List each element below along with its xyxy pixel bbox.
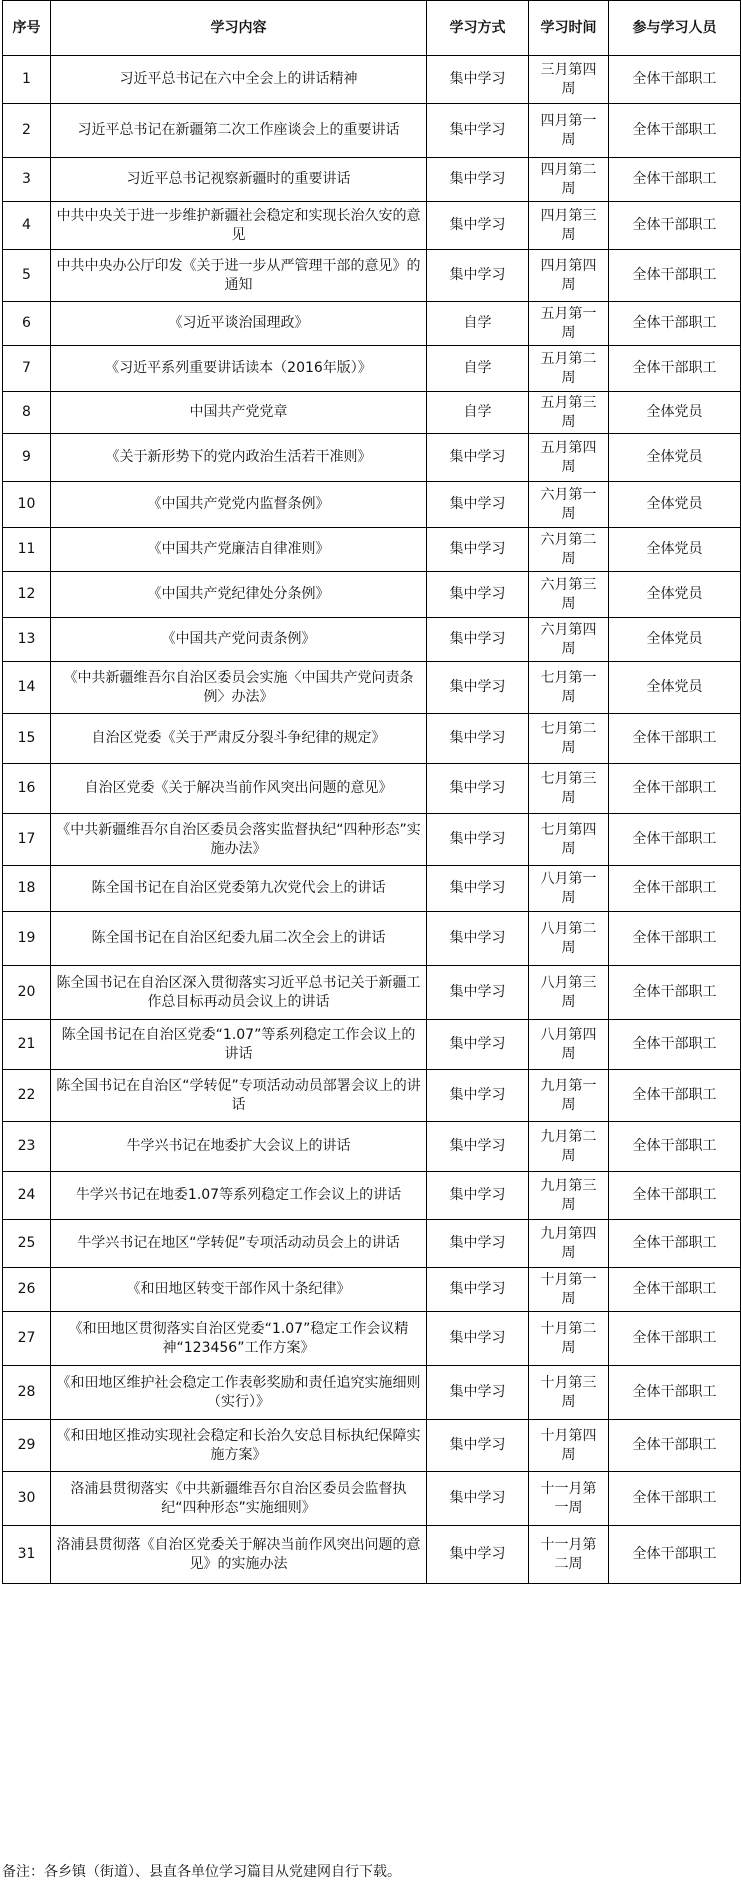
cell-mode: 自学 <box>427 346 529 392</box>
cell-people: 全体党员 <box>609 482 741 528</box>
cell-no: 15 <box>3 714 51 764</box>
cell-mode: 集中学习 <box>427 572 529 618</box>
table-row <box>3 1472 741 1526</box>
table-row <box>3 346 741 392</box>
header-content: 学习内容 <box>51 1 427 56</box>
cell-mode: 集中学习 <box>427 662 529 714</box>
cell-no: 13 <box>3 618 51 662</box>
cell-content: 习近平总书记在六中全会上的讲话精神 <box>51 56 427 104</box>
cell-mode: 集中学习 <box>427 1472 529 1526</box>
cell-content: 《关于新形势下的党内政治生活若干准则》 <box>51 434 427 482</box>
cell-content: 陈全国书记在自治区深入贯彻落实习近平总书记关于新疆工作总目标再动员会议上的讲话 <box>51 966 427 1020</box>
cell-no: 17 <box>3 814 51 866</box>
table-row <box>3 1070 741 1122</box>
cell-mode: 集中学习 <box>427 714 529 764</box>
table-row <box>3 966 741 1020</box>
cell-no: 21 <box>3 1020 51 1070</box>
cell-mode: 集中学习 <box>427 618 529 662</box>
cell-time: 八月第三周 <box>529 966 609 1020</box>
cell-no: 20 <box>3 966 51 1020</box>
table-row <box>3 618 741 662</box>
table-row <box>3 1366 741 1420</box>
cell-time: 九月第三周 <box>529 1172 609 1220</box>
cell-mode: 集中学习 <box>427 104 529 158</box>
table-row <box>3 434 741 482</box>
cell-time: 六月第二周 <box>529 528 609 572</box>
cell-time: 十一月第一周 <box>529 1472 609 1526</box>
table-row <box>3 528 741 572</box>
table-row <box>3 714 741 764</box>
cell-people: 全体干部职工 <box>609 1220 741 1268</box>
cell-mode: 集中学习 <box>427 1070 529 1122</box>
cell-mode: 集中学习 <box>427 1526 529 1584</box>
cell-people: 全体干部职工 <box>609 866 741 912</box>
cell-people: 全体干部职工 <box>609 912 741 966</box>
header-people: 参与学习人员 <box>609 1 741 56</box>
cell-people: 全体党员 <box>609 434 741 482</box>
cell-people: 全体党员 <box>609 662 741 714</box>
table-row <box>3 1526 741 1584</box>
cell-people: 全体干部职工 <box>609 1020 741 1070</box>
header-row <box>3 1 741 56</box>
table-row <box>3 104 741 158</box>
header-no: 序号 <box>3 1 51 56</box>
cell-content: 中共中央办公厅印发《关于进一步从严管理干部的意见》的通知 <box>51 250 427 302</box>
table-row <box>3 912 741 966</box>
cell-mode: 集中学习 <box>427 1122 529 1172</box>
cell-mode: 集中学习 <box>427 966 529 1020</box>
study-plan-table <box>2 0 741 1584</box>
table-row <box>3 572 741 618</box>
cell-no: 11 <box>3 528 51 572</box>
cell-people: 全体干部职工 <box>609 302 741 346</box>
cell-no: 3 <box>3 158 51 202</box>
cell-time: 七月第二周 <box>529 714 609 764</box>
cell-content: 牛学兴书记在地委扩大会议上的讲话 <box>51 1122 427 1172</box>
table-row <box>3 866 741 912</box>
cell-time: 六月第三周 <box>529 572 609 618</box>
cell-content: 《习近平谈治国理政》 <box>51 302 427 346</box>
cell-time: 五月第四周 <box>529 434 609 482</box>
table-row <box>3 814 741 866</box>
cell-time: 四月第四周 <box>529 250 609 302</box>
cell-mode: 自学 <box>427 392 529 434</box>
cell-content: 自治区党委《关于严肃反分裂斗争纪律的规定》 <box>51 714 427 764</box>
cell-content: 习近平总书记视察新疆时的重要讲话 <box>51 158 427 202</box>
footnote: 备注：各乡镇（街道）、县直各单位学习篇目从党建网自行下载。 <box>2 1864 401 1880</box>
cell-no: 18 <box>3 866 51 912</box>
header-time: 学习时间 <box>529 1 609 56</box>
cell-people: 全体党员 <box>609 392 741 434</box>
cell-no: 5 <box>3 250 51 302</box>
table-row <box>3 1122 741 1172</box>
cell-no: 2 <box>3 104 51 158</box>
cell-mode: 集中学习 <box>427 202 529 250</box>
table-row <box>3 158 741 202</box>
cell-content: 《和田地区维护社会稳定工作表彰奖励和责任追究实施细则（实行）》 <box>51 1366 427 1420</box>
cell-no: 1 <box>3 56 51 104</box>
cell-no: 31 <box>3 1526 51 1584</box>
cell-mode: 自学 <box>427 302 529 346</box>
cell-people: 全体党员 <box>609 528 741 572</box>
cell-people: 全体党员 <box>609 618 741 662</box>
cell-time: 五月第一周 <box>529 302 609 346</box>
cell-time: 九月第一周 <box>529 1070 609 1122</box>
cell-people: 全体干部职工 <box>609 346 741 392</box>
cell-no: 19 <box>3 912 51 966</box>
cell-time: 十月第三周 <box>529 1366 609 1420</box>
cell-mode: 集中学习 <box>427 814 529 866</box>
cell-content: 《和田地区贯彻落实自治区党委“1.07”稳定工作会议精神“123456”工作方案》 <box>51 1312 427 1366</box>
cell-content: 《中国共产党问责条例》 <box>51 618 427 662</box>
cell-no: 30 <box>3 1472 51 1526</box>
cell-mode: 集中学习 <box>427 482 529 528</box>
cell-content: 洛浦县贯彻落实《中共新疆维吾尔自治区委员会监督执纪“四种形态”实施细则》 <box>51 1472 427 1526</box>
cell-people: 全体干部职工 <box>609 1420 741 1472</box>
cell-time: 五月第二周 <box>529 346 609 392</box>
cell-people: 全体干部职工 <box>609 1122 741 1172</box>
cell-time: 八月第四周 <box>529 1020 609 1070</box>
cell-content: 陈全国书记在自治区“学转促”专项活动动员部署会议上的讲话 <box>51 1070 427 1122</box>
cell-no: 25 <box>3 1220 51 1268</box>
cell-people: 全体干部职工 <box>609 1472 741 1526</box>
cell-no: 16 <box>3 764 51 814</box>
cell-no: 24 <box>3 1172 51 1220</box>
cell-content: 《中国共产党纪律处分条例》 <box>51 572 427 618</box>
cell-people: 全体干部职工 <box>609 1070 741 1122</box>
header-mode: 学习方式 <box>427 1 529 56</box>
cell-no: 12 <box>3 572 51 618</box>
cell-mode: 集中学习 <box>427 1268 529 1312</box>
cell-time: 四月第二周 <box>529 158 609 202</box>
cell-time: 七月第三周 <box>529 764 609 814</box>
cell-people: 全体党员 <box>609 572 741 618</box>
table-row <box>3 1020 741 1070</box>
cell-people: 全体干部职工 <box>609 814 741 866</box>
cell-no: 23 <box>3 1122 51 1172</box>
cell-time: 七月第一周 <box>529 662 609 714</box>
cell-content: 洛浦县贯彻落《自治区党委关于解决当前作风突出问题的意见》的实施办法 <box>51 1526 427 1584</box>
table-row <box>3 764 741 814</box>
cell-content: 牛学兴书记在地委1.07等系列稳定工作会议上的讲话 <box>51 1172 427 1220</box>
cell-time: 九月第四周 <box>529 1220 609 1268</box>
cell-no: 27 <box>3 1312 51 1366</box>
cell-time: 十一月第二周 <box>529 1526 609 1584</box>
cell-no: 10 <box>3 482 51 528</box>
table-row <box>3 1312 741 1366</box>
cell-mode: 集中学习 <box>427 434 529 482</box>
table-row <box>3 1268 741 1312</box>
cell-people: 全体干部职工 <box>609 1172 741 1220</box>
cell-people: 全体干部职工 <box>609 1312 741 1366</box>
table-row <box>3 482 741 528</box>
cell-time: 四月第一周 <box>529 104 609 158</box>
cell-time: 九月第二周 <box>529 1122 609 1172</box>
cell-content: 《和田地区转变干部作风十条纪律》 <box>51 1268 427 1312</box>
cell-time: 十月第二周 <box>529 1312 609 1366</box>
cell-mode: 集中学习 <box>427 158 529 202</box>
cell-no: 22 <box>3 1070 51 1122</box>
table-row <box>3 662 741 714</box>
cell-time: 三月第四周 <box>529 56 609 104</box>
cell-no: 26 <box>3 1268 51 1312</box>
cell-no: 14 <box>3 662 51 714</box>
table-row <box>3 202 741 250</box>
cell-mode: 集中学习 <box>427 1312 529 1366</box>
table-row <box>3 302 741 346</box>
table-row <box>3 1172 741 1220</box>
cell-no: 8 <box>3 392 51 434</box>
cell-people: 全体干部职工 <box>609 764 741 814</box>
cell-mode: 集中学习 <box>427 912 529 966</box>
cell-time: 六月第四周 <box>529 618 609 662</box>
cell-content: 《和田地区推动实现社会稳定和长治久安总目标执纪保障实施方案》 <box>51 1420 427 1472</box>
cell-content: 《习近平系列重要讲话读本（2016年版）》 <box>51 346 427 392</box>
cell-content: 中共中央关于进一步维护新疆社会稳定和实现长治久安的意见 <box>51 202 427 250</box>
cell-people: 全体干部职工 <box>609 1366 741 1420</box>
cell-no: 9 <box>3 434 51 482</box>
cell-people: 全体干部职工 <box>609 202 741 250</box>
cell-mode: 集中学习 <box>427 1366 529 1420</box>
cell-content: 牛学兴书记在地区“学转促”专项活动动员会上的讲话 <box>51 1220 427 1268</box>
cell-content: 《中共新疆维吾尔自治区委员会落实监督执纪“四种形态”实施办法》 <box>51 814 427 866</box>
cell-time: 十月第四周 <box>529 1420 609 1472</box>
cell-mode: 集中学习 <box>427 1220 529 1268</box>
cell-no: 28 <box>3 1366 51 1420</box>
cell-mode: 集中学习 <box>427 528 529 572</box>
cell-time: 八月第一周 <box>529 866 609 912</box>
table-row <box>3 250 741 302</box>
cell-mode: 集中学习 <box>427 1420 529 1472</box>
cell-no: 29 <box>3 1420 51 1472</box>
cell-people: 全体干部职工 <box>609 158 741 202</box>
cell-content: 《中国共产党廉洁自律准则》 <box>51 528 427 572</box>
cell-content: 习近平总书记在新疆第二次工作座谈会上的重要讲话 <box>51 104 427 158</box>
cell-content: 《中国共产党党内监督条例》 <box>51 482 427 528</box>
cell-people: 全体干部职工 <box>609 1526 741 1584</box>
cell-no: 7 <box>3 346 51 392</box>
table-row <box>3 392 741 434</box>
cell-mode: 集中学习 <box>427 56 529 104</box>
cell-time: 七月第四周 <box>529 814 609 866</box>
cell-time: 六月第一周 <box>529 482 609 528</box>
cell-time: 十月第一周 <box>529 1268 609 1312</box>
cell-content: 陈全国书记在自治区党委第九次党代会上的讲话 <box>51 866 427 912</box>
cell-no: 4 <box>3 202 51 250</box>
table-row <box>3 1420 741 1472</box>
cell-mode: 集中学习 <box>427 764 529 814</box>
cell-content: 陈全国书记在自治区纪委九届二次全会上的讲话 <box>51 912 427 966</box>
cell-content: 《中共新疆维吾尔自治区委员会实施〈中国共产党问责条例〉办法》 <box>51 662 427 714</box>
cell-time: 五月第三周 <box>529 392 609 434</box>
cell-mode: 集中学习 <box>427 250 529 302</box>
cell-mode: 集中学习 <box>427 1020 529 1070</box>
cell-people: 全体干部职工 <box>609 250 741 302</box>
cell-time: 四月第三周 <box>529 202 609 250</box>
cell-people: 全体干部职工 <box>609 104 741 158</box>
cell-people: 全体干部职工 <box>609 966 741 1020</box>
cell-people: 全体干部职工 <box>609 714 741 764</box>
cell-content: 陈全国书记在自治区党委“1.07”等系列稳定工作会议上的讲话 <box>51 1020 427 1070</box>
cell-content: 自治区党委《关于解决当前作风突出问题的意见》 <box>51 764 427 814</box>
cell-mode: 集中学习 <box>427 1172 529 1220</box>
table-row <box>3 1220 741 1268</box>
cell-content: 中国共产党党章 <box>51 392 427 434</box>
cell-no: 6 <box>3 302 51 346</box>
cell-time: 八月第二周 <box>529 912 609 966</box>
cell-mode: 集中学习 <box>427 866 529 912</box>
table-row <box>3 56 741 104</box>
cell-people: 全体干部职工 <box>609 1268 741 1312</box>
cell-people: 全体干部职工 <box>609 56 741 104</box>
